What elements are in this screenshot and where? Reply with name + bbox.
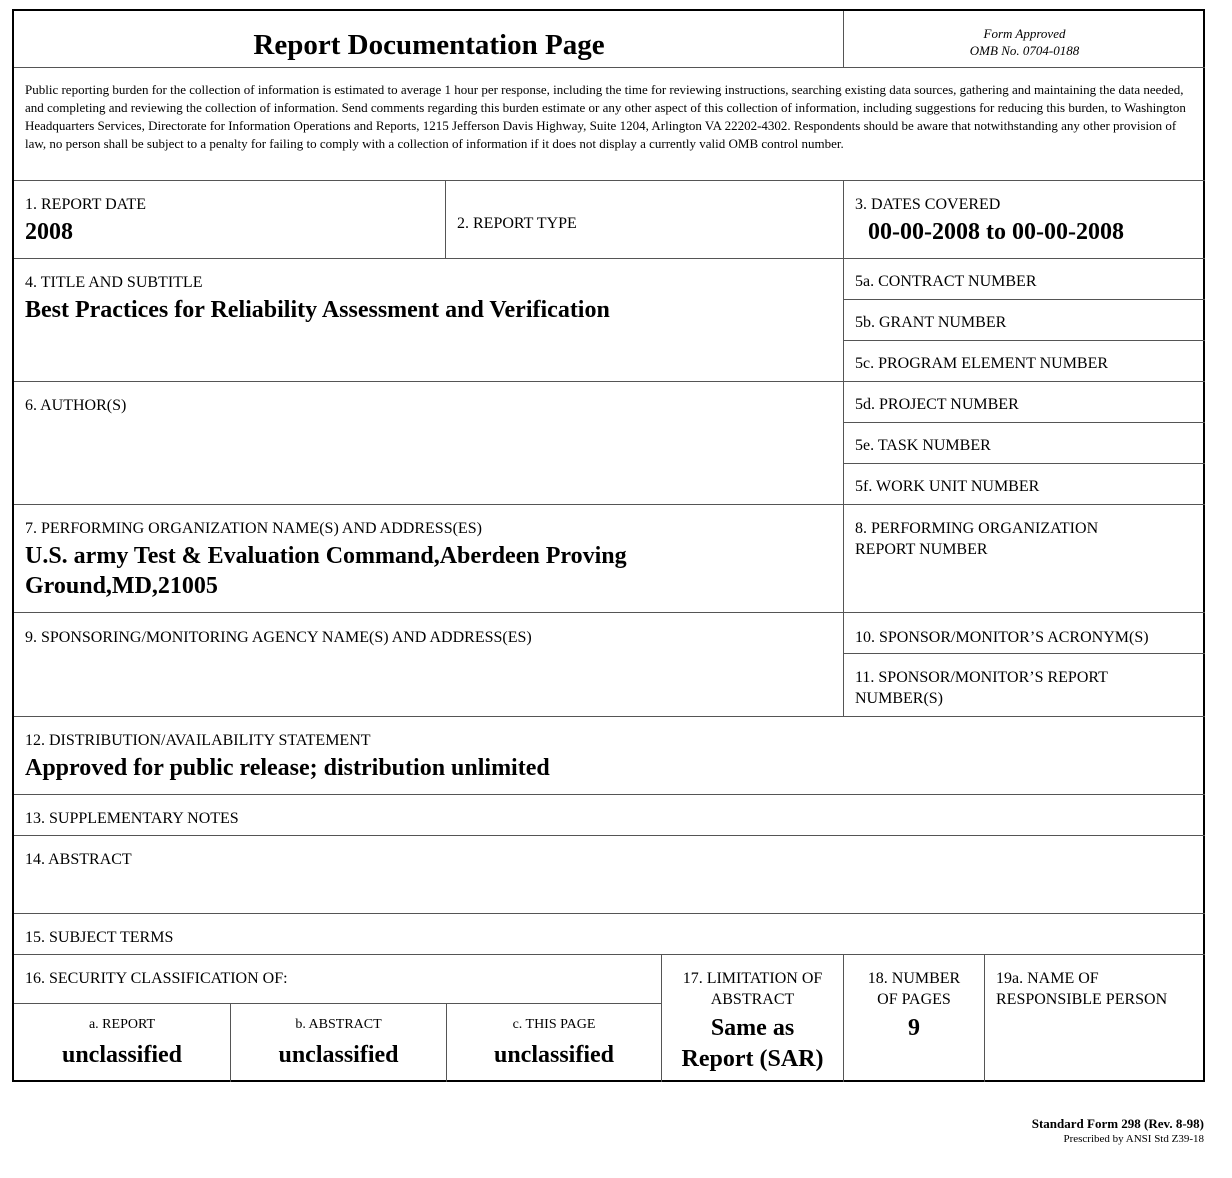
form-approved-text: Form Approved [983, 26, 1066, 41]
number-of-pages-field [843, 954, 984, 1082]
subject-terms-label: 15. SUBJECT TERMS [25, 929, 174, 946]
number-of-pages-label-line2: OF PAGES [877, 991, 951, 1008]
security-abstract-value: unclassified [278, 1042, 399, 1068]
distribution-field [14, 716, 1205, 794]
security-classification-field [14, 954, 661, 1003]
page-title: Report Documentation Page [253, 29, 605, 61]
report-type-label: 2. REPORT TYPE [457, 215, 577, 232]
sponsor-acronym-label: 10. SPONSOR/MONITOR’S ACRONYM(S) [855, 629, 1149, 646]
sponsor-report-number-label-line2: NUMBER(S) [855, 690, 944, 707]
grant-number-label: 5b. GRANT NUMBER [855, 314, 1007, 331]
security-report-field [14, 1003, 230, 1082]
distribution-value: Approved for public release; distribution unlimited [25, 755, 550, 781]
omb-number-text: OMB No. 0704-0188 [969, 43, 1080, 58]
limitation-label-line1: 17. LIMITATION OF [682, 970, 823, 987]
limitation-field [661, 954, 843, 1082]
project-number-field [843, 381, 1205, 422]
work-unit-number-label: 5f. WORK UNIT NUMBER [855, 478, 1040, 495]
burden-statement: Public reporting burden for the collection of information is estimated to average 1 hour per response, including the time for reviewing instructions, searching existing data sources, gathering and maintaining the data needed, and completing and reviewing the collection of information. Send comments regarding this burden estimate or any other aspect of this collection of information, including suggestions for reducing this burden, to Washington Headquarters Services, Directorate for Information Operations and Reports, 1215 Jefferson Davis Highway, Suite 1204, Arlington VA 22202-4302. Respondents should be aware that notwithstanding any other provision of law, no person shall be subject to a penalty for failing to comply with a collection of information if it does not display a currently valid OMB control number. [25, 82, 1186, 151]
report-type-field [445, 180, 843, 258]
performing-org-value-line1: U.S. army Test & Evaluation Command,Aberdeen Proving [25, 543, 627, 569]
performing-org-label: 7. PERFORMING ORGANIZATION NAME(S) AND ADDRESS(ES) [25, 520, 482, 537]
security-report-value: unclassified [61, 1042, 183, 1068]
responsible-person-label-line1: 19a. NAME OF [996, 970, 1099, 987]
title-subtitle-value: Best Practices for Reliability Assessment and Verification [25, 297, 610, 323]
performing-org-report-label-line2: REPORT NUMBER [855, 541, 988, 558]
subject-terms-field [14, 913, 1205, 954]
form-number: Standard Form 298 (Rev. 8-98) [1031, 1116, 1204, 1131]
title-subtitle-label: 4. TITLE AND SUBTITLE [25, 274, 203, 291]
responsible-person-field [984, 954, 1205, 1082]
performing-org-report-label-line1: 8. PERFORMING ORGANIZATION [855, 520, 1099, 537]
program-element-number-field [843, 340, 1205, 381]
grant-number-field [843, 299, 1205, 340]
project-number-label: 5d. PROJECT NUMBER [855, 396, 1019, 413]
dates-covered-label: 3. DATES COVERED [855, 196, 1001, 213]
task-number-field [843, 422, 1205, 463]
report-date-field [14, 180, 445, 258]
dates-covered-value: 00-00-2008 to 00-00-2008 [868, 219, 1124, 245]
performing-org-value-line2: Ground,MD,21005 [25, 573, 218, 599]
limitation-value-line2: Report (SAR) [681, 1046, 824, 1072]
security-this-page-field [446, 1003, 661, 1082]
contract-number-field [843, 258, 1205, 299]
number-of-pages-label-line1: 18. NUMBER [867, 970, 961, 987]
abstract-label: 14. ABSTRACT [25, 851, 132, 868]
approval-box [843, 11, 1205, 67]
security-abstract-field [230, 1003, 446, 1082]
authors-label: 6. AUTHOR(S) [25, 397, 127, 414]
contract-number-label: 5a. CONTRACT NUMBER [855, 273, 1037, 290]
security-abstract-label: b. ABSTRACT [295, 1017, 382, 1032]
performing-org-field [14, 504, 843, 612]
security-classification-label: 16. SECURITY CLASSIFICATION OF: [25, 970, 288, 987]
sponsoring-agency-label: 9. SPONSORING/MONITORING AGENCY NAME(S) AND ADDRESS(ES) [25, 629, 532, 646]
program-element-number-label: 5c. PROGRAM ELEMENT NUMBER [855, 355, 1109, 372]
responsible-person-label-line2: RESPONSIBLE PERSON [996, 991, 1168, 1008]
dates-covered-field [843, 180, 1205, 258]
supplementary-notes-label: 13. SUPPLEMENTARY NOTES [25, 810, 239, 827]
report-date-label: 1. REPORT DATE [25, 196, 146, 213]
report-documentation-form [12, 9, 1205, 1082]
sponsor-report-number-label-line1: 11. SPONSOR/MONITOR’S REPORT [855, 669, 1108, 686]
abstract-field [14, 835, 1205, 913]
sponsor-report-number-field [843, 653, 1205, 716]
task-number-label: 5e. TASK NUMBER [855, 437, 991, 454]
work-unit-number-field [843, 463, 1205, 504]
performing-org-report-field [843, 504, 1205, 612]
limitation-label-line2: ABSTRACT [710, 991, 795, 1008]
sponsoring-agency-field [14, 612, 843, 716]
authors-field [14, 381, 843, 504]
prescribed-text: Prescribed by ANSI Std Z39-18 [1063, 1133, 1204, 1145]
sponsor-acronym-field [843, 612, 1205, 653]
security-this-page-value: unclassified [493, 1042, 615, 1068]
report-date-value: 2008 [25, 219, 73, 245]
supplementary-notes-field [14, 794, 1205, 835]
distribution-label: 12. DISTRIBUTION/AVAILABILITY STATEMENT [25, 732, 371, 749]
security-report-label: a. REPORT [88, 1017, 156, 1032]
title-subtitle-field [14, 258, 843, 381]
limitation-value-line1: Same as [710, 1015, 795, 1041]
number-of-pages-value: 9 [908, 1015, 920, 1041]
security-this-page-label: c. THIS PAGE [512, 1017, 596, 1032]
